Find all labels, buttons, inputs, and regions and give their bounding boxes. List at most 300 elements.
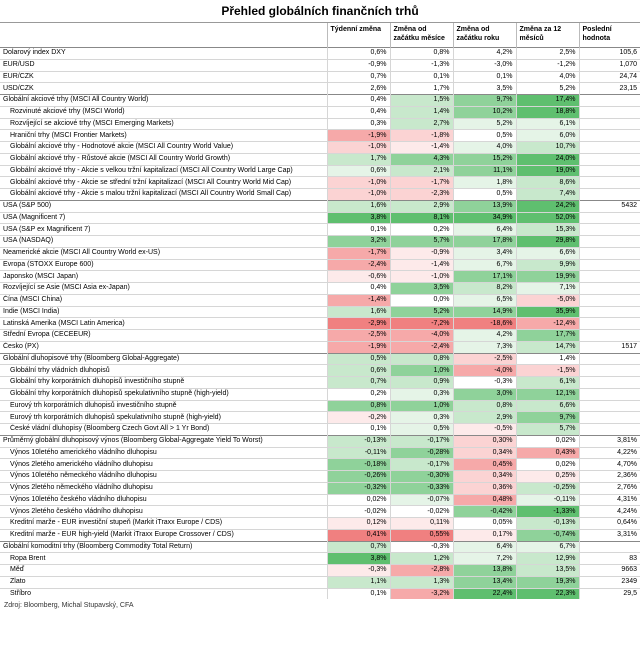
last-value-cell <box>579 294 640 306</box>
change-cell: -1,7% <box>390 177 453 189</box>
last-value-cell: 4,22% <box>579 447 640 459</box>
header-last-value: Poslední hodnota <box>579 23 640 48</box>
last-value-cell <box>579 224 640 236</box>
change-cell: 35,9% <box>516 306 579 318</box>
row-label: Výnos 2letého německého vládního dluhopisu <box>0 482 327 494</box>
change-cell: 0,1% <box>453 71 516 83</box>
change-cell: 1,7% <box>390 83 453 95</box>
change-cell: -0,26% <box>327 471 390 483</box>
last-value-cell <box>579 412 640 424</box>
row-label: Zlato <box>0 576 327 588</box>
table-row <box>0 459 640 471</box>
change-cell: -1,0% <box>327 189 390 201</box>
change-cell: 2,1% <box>390 165 453 177</box>
row-label: Neamerické akcie (MSCI All Country World ex-US) <box>0 247 327 259</box>
last-value-cell: 2,36% <box>579 471 640 483</box>
table-row <box>0 177 640 189</box>
change-cell: 3,8% <box>327 212 390 224</box>
change-cell: 6,4% <box>453 541 516 553</box>
change-cell: 0,7% <box>327 71 390 83</box>
change-cell: -1,2% <box>516 59 579 71</box>
change-cell: 11,1% <box>453 165 516 177</box>
change-cell: 0,2% <box>327 388 390 400</box>
change-cell: -0,9% <box>327 59 390 71</box>
table-row <box>0 106 640 118</box>
change-cell: -0,42% <box>453 506 516 518</box>
change-cell: 0,6% <box>327 165 390 177</box>
table-row <box>0 529 640 541</box>
change-cell: -1,0% <box>327 177 390 189</box>
change-cell: 0,55% <box>390 529 453 541</box>
table-row <box>0 400 640 412</box>
change-cell: 7,2% <box>453 553 516 565</box>
change-cell: 5,2% <box>453 118 516 130</box>
change-cell: -0,3% <box>327 565 390 577</box>
row-label: Výnos 10letého amerického vládního dluhopisu <box>0 447 327 459</box>
change-cell: 14,7% <box>516 341 579 353</box>
row-label: České vládní dluhopisy (Bloomberg Czech Govt All > 1 Yr Bond) <box>0 424 327 436</box>
last-value-cell: 2,76% <box>579 482 640 494</box>
change-cell: 6,6% <box>516 247 579 259</box>
row-label: Eurový trh korporátních dluhopisů investičního stupně <box>0 400 327 412</box>
change-cell: 17,4% <box>516 95 579 107</box>
last-value-cell <box>579 306 640 318</box>
change-cell: 0,36% <box>453 482 516 494</box>
change-cell: -1,5% <box>516 365 579 377</box>
change-cell: 0,34% <box>453 471 516 483</box>
change-cell: 0,1% <box>390 71 453 83</box>
table-row <box>0 118 640 130</box>
change-cell: 0,3% <box>390 412 453 424</box>
change-cell: 2,9% <box>390 200 453 212</box>
row-label: Indie (MSCI India) <box>0 306 327 318</box>
change-cell: 24,2% <box>516 200 579 212</box>
change-cell: 13,8% <box>453 565 516 577</box>
table-row <box>0 200 640 212</box>
table-row <box>0 447 640 459</box>
table-row <box>0 471 640 483</box>
change-cell: 0,8% <box>453 400 516 412</box>
table-header-row <box>0 23 640 48</box>
last-value-cell: 23,15 <box>579 83 640 95</box>
change-cell: 29,8% <box>516 236 579 248</box>
table-row <box>0 95 640 107</box>
change-cell: 0,8% <box>390 353 453 365</box>
change-cell: 24,0% <box>516 153 579 165</box>
row-label: USD/CZK <box>0 83 327 95</box>
change-cell: 0,1% <box>327 224 390 236</box>
row-label: Měď <box>0 565 327 577</box>
change-cell: 0,12% <box>327 518 390 530</box>
change-cell: 12,1% <box>516 388 579 400</box>
last-value-cell <box>579 165 640 177</box>
change-cell: 0,41% <box>327 529 390 541</box>
change-cell: 0,34% <box>453 447 516 459</box>
last-value-cell <box>579 259 640 271</box>
table-row <box>0 494 640 506</box>
change-cell: 7,3% <box>453 341 516 353</box>
table-row <box>0 247 640 259</box>
last-value-cell <box>579 541 640 553</box>
change-cell: 0,8% <box>327 400 390 412</box>
change-cell: -1,9% <box>327 341 390 353</box>
change-cell: 2,7% <box>390 118 453 130</box>
row-label: Rozvíjející se akciové trhy (MSCI Emerging Markets) <box>0 118 327 130</box>
row-label: Globální akciové trhy - Akcie s malou tržní kapitalizací (MSCI All Country World Small Cap) <box>0 189 327 201</box>
change-cell: -0,17% <box>390 459 453 471</box>
change-cell: 6,6% <box>516 400 579 412</box>
row-label: Průměrný globální dluhopisový výnos (Bloomberg Global-Aggregate Yield To Worst) <box>0 435 327 447</box>
change-cell: 4,0% <box>453 142 516 154</box>
change-cell: -4,0% <box>390 330 453 342</box>
change-cell: 6,7% <box>516 541 579 553</box>
change-cell: -1,7% <box>327 247 390 259</box>
change-cell: 3,2% <box>327 236 390 248</box>
table-row <box>0 553 640 565</box>
row-label: Hraniční trhy (MSCI Frontier Markets) <box>0 130 327 142</box>
last-value-cell <box>579 424 640 436</box>
change-cell: -3,0% <box>453 59 516 71</box>
row-label: Kreditní marže - EUR investiční stupeň (Markit iTraxx Europe / CDS) <box>0 518 327 530</box>
change-cell: 6,4% <box>453 224 516 236</box>
table-row <box>0 588 640 599</box>
row-label: Stříbro <box>0 588 327 599</box>
table-row <box>0 576 640 588</box>
change-cell: 5,2% <box>390 306 453 318</box>
table-row <box>0 71 640 83</box>
change-cell: 0,5% <box>327 353 390 365</box>
change-cell: 15,2% <box>453 153 516 165</box>
change-cell: -1,0% <box>390 271 453 283</box>
table-row <box>0 318 640 330</box>
change-cell: 0,6% <box>327 48 390 60</box>
table-row <box>0 294 640 306</box>
change-cell: -0,13% <box>516 518 579 530</box>
last-value-cell <box>579 318 640 330</box>
table-row <box>0 83 640 95</box>
change-cell: -2,4% <box>327 259 390 271</box>
change-cell: 9,7% <box>453 95 516 107</box>
row-label: Globální akciové trhy (MSCI All Country World) <box>0 95 327 107</box>
last-value-cell <box>579 118 640 130</box>
change-cell: -2,3% <box>390 189 453 201</box>
change-cell: 0,1% <box>327 588 390 599</box>
change-cell: 3,4% <box>453 247 516 259</box>
change-cell: 10,2% <box>453 106 516 118</box>
change-cell: -0,18% <box>327 459 390 471</box>
last-value-cell: 29,5 <box>579 588 640 599</box>
last-value-cell <box>579 153 640 165</box>
table-row <box>0 412 640 424</box>
table-row <box>0 236 640 248</box>
change-cell: -0,25% <box>516 482 579 494</box>
table-row <box>0 259 640 271</box>
change-cell: 22,4% <box>453 588 516 599</box>
last-value-cell <box>579 177 640 189</box>
last-value-cell <box>579 247 640 259</box>
change-cell: 7,1% <box>516 283 579 295</box>
row-label: Česko (PX) <box>0 341 327 353</box>
change-cell: 7,4% <box>516 189 579 201</box>
last-value-cell <box>579 212 640 224</box>
change-cell: 13,4% <box>453 576 516 588</box>
change-cell: 19,3% <box>516 576 579 588</box>
change-cell: -0,02% <box>327 506 390 518</box>
table-row <box>0 224 640 236</box>
change-cell: 1,5% <box>390 95 453 107</box>
table-row <box>0 377 640 389</box>
table-row <box>0 482 640 494</box>
header-mtd-change: Změna od začátku měsíce <box>390 23 453 48</box>
change-cell: 10,7% <box>516 142 579 154</box>
change-cell: 14,9% <box>453 306 516 318</box>
change-cell: 9,7% <box>516 412 579 424</box>
last-value-cell <box>579 130 640 142</box>
change-cell: 0,45% <box>453 459 516 471</box>
change-cell: 2,9% <box>453 412 516 424</box>
change-cell: -0,74% <box>516 529 579 541</box>
table-row <box>0 212 640 224</box>
row-label: Čína (MSCI China) <box>0 294 327 306</box>
last-value-cell: 3,81% <box>579 435 640 447</box>
last-value-cell: 9663 <box>579 565 640 577</box>
change-cell: 2,6% <box>327 83 390 95</box>
change-cell: 1,4% <box>516 353 579 365</box>
change-cell: 8,1% <box>390 212 453 224</box>
change-cell: 12,9% <box>516 553 579 565</box>
header-12m-change: Změna za 12 měsíců <box>516 23 579 48</box>
change-cell: 0,3% <box>390 388 453 400</box>
row-label: Evropa (STOXX Europe 600) <box>0 259 327 271</box>
change-cell: 1,3% <box>390 576 453 588</box>
row-label: Globální trhy korporátních dluhopisů spekulativního stupně (high-yield) <box>0 388 327 400</box>
change-cell: 19,9% <box>516 271 579 283</box>
change-cell: 0,8% <box>390 48 453 60</box>
change-cell: -0,02% <box>390 506 453 518</box>
table-row <box>0 59 640 71</box>
last-value-cell <box>579 106 640 118</box>
change-cell: -4,0% <box>453 365 516 377</box>
change-cell: 17,1% <box>453 271 516 283</box>
change-cell: -1,9% <box>327 130 390 142</box>
header-weekly-change: Týdenní změna <box>327 23 390 48</box>
row-label: Rozvinuté akciové trhy (MSCI World) <box>0 106 327 118</box>
change-cell: 5,2% <box>516 83 579 95</box>
page-title: Přehled globálních finančních trhů <box>0 0 640 23</box>
change-cell: 1,0% <box>390 400 453 412</box>
change-cell: 0,4% <box>327 106 390 118</box>
last-value-cell: 3,31% <box>579 529 640 541</box>
last-value-cell: 2349 <box>579 576 640 588</box>
change-cell: 0,4% <box>327 95 390 107</box>
table-row <box>0 130 640 142</box>
table-row <box>0 48 640 60</box>
last-value-cell <box>579 142 640 154</box>
change-cell: 4,3% <box>390 153 453 165</box>
last-value-cell: 4,31% <box>579 494 640 506</box>
row-label: Globální akciové trhy - Růstové akcie (MSCI All Country World Growth) <box>0 153 327 165</box>
change-cell: -0,9% <box>390 247 453 259</box>
change-cell: 5,7% <box>390 236 453 248</box>
change-cell: 18,8% <box>516 106 579 118</box>
table-row <box>0 330 640 342</box>
change-cell: 0,9% <box>390 377 453 389</box>
last-value-cell <box>579 365 640 377</box>
last-value-cell <box>579 236 640 248</box>
last-value-cell <box>579 271 640 283</box>
row-label: USA (NASDAQ) <box>0 236 327 248</box>
change-cell: 17,7% <box>516 330 579 342</box>
change-cell: -7,2% <box>390 318 453 330</box>
row-label: Výnos 10letého německého vládního dluhopisu <box>0 471 327 483</box>
row-label: Dolarový index DXY <box>0 48 327 60</box>
change-cell: -2,4% <box>390 341 453 353</box>
change-cell: 0,1% <box>327 424 390 436</box>
row-label: Rozvíjející se Asie (MSCI Asia ex-Japan) <box>0 283 327 295</box>
row-label: Globální trhy vládních dluhopisů <box>0 365 327 377</box>
last-value-cell: 24,74 <box>579 71 640 83</box>
change-cell: -0,28% <box>390 447 453 459</box>
table-row <box>0 353 640 365</box>
last-value-cell <box>579 95 640 107</box>
table-row <box>0 388 640 400</box>
change-cell: -0,30% <box>390 471 453 483</box>
change-cell: 6,1% <box>516 377 579 389</box>
change-cell: 0,11% <box>390 518 453 530</box>
table-row <box>0 165 640 177</box>
change-cell: -2,5% <box>453 353 516 365</box>
change-cell: 1,6% <box>327 306 390 318</box>
last-value-cell: 4,24% <box>579 506 640 518</box>
change-cell: 0,48% <box>453 494 516 506</box>
change-cell: -1,33% <box>516 506 579 518</box>
change-cell: 6,0% <box>516 130 579 142</box>
row-label: USA (S&P 500) <box>0 200 327 212</box>
change-cell: 1,6% <box>327 200 390 212</box>
change-cell: -0,13% <box>327 435 390 447</box>
change-cell: 3,0% <box>453 388 516 400</box>
change-cell: 5,7% <box>516 424 579 436</box>
change-cell: 9,9% <box>516 259 579 271</box>
last-value-cell: 1,070 <box>579 59 640 71</box>
row-label: Japonsko (MSCI Japan) <box>0 271 327 283</box>
change-cell: 3,5% <box>453 83 516 95</box>
row-label: EUR/CZK <box>0 71 327 83</box>
change-cell: 8,2% <box>453 283 516 295</box>
change-cell: 0,43% <box>516 447 579 459</box>
change-cell: 0,7% <box>327 377 390 389</box>
change-cell: -1,4% <box>390 142 453 154</box>
change-cell: -0,32% <box>327 482 390 494</box>
change-cell: 3,8% <box>327 553 390 565</box>
row-label: USA (S&P ex Magnificent 7) <box>0 224 327 236</box>
table-row <box>0 518 640 530</box>
change-cell: 0,0% <box>390 294 453 306</box>
table-row <box>0 435 640 447</box>
table-row <box>0 424 640 436</box>
change-cell: 1,1% <box>327 576 390 588</box>
change-cell: -18,6% <box>453 318 516 330</box>
change-cell: 0,25% <box>516 471 579 483</box>
last-value-cell: 0,64% <box>579 518 640 530</box>
row-label: USA (Magnificent 7) <box>0 212 327 224</box>
last-value-cell: 4,70% <box>579 459 640 471</box>
markets-table <box>0 23 640 599</box>
table-row <box>0 283 640 295</box>
change-cell: -2,9% <box>327 318 390 330</box>
change-cell: 13,5% <box>516 565 579 577</box>
change-cell: -0,07% <box>390 494 453 506</box>
change-cell: 1,2% <box>390 553 453 565</box>
row-label: Výnos 10letého českého vládního dluhopisu <box>0 494 327 506</box>
change-cell: 0,17% <box>453 529 516 541</box>
source-note: Zdroj: Bloomberg, Michal Stupavský, CFA <box>4 602 134 610</box>
last-value-cell <box>579 353 640 365</box>
table-row <box>0 341 640 353</box>
change-cell: 8,6% <box>516 177 579 189</box>
row-label: Ropa Brent <box>0 553 327 565</box>
table-row <box>0 271 640 283</box>
change-cell: -0,5% <box>453 424 516 436</box>
change-cell: 6,1% <box>516 118 579 130</box>
change-cell: 1,4% <box>390 106 453 118</box>
change-cell: -12,4% <box>516 318 579 330</box>
change-cell: 4,2% <box>453 330 516 342</box>
last-value-cell <box>579 388 640 400</box>
change-cell: 0,5% <box>390 424 453 436</box>
change-cell: 0,02% <box>516 435 579 447</box>
row-label: Globální dluhopisové trhy (Bloomberg Global-Aggregate) <box>0 353 327 365</box>
row-label: Globální akciové trhy - Akcie se střední tržní kapitalizací (MSCI All Country World Mid Cap) <box>0 177 327 189</box>
last-value-cell: 83 <box>579 553 640 565</box>
change-cell: -0,11% <box>327 447 390 459</box>
last-value-cell: 5432 <box>579 200 640 212</box>
row-label: Kreditní marže - EUR high-yield (Markit iTraxx Europe Crossover / CDS) <box>0 529 327 541</box>
row-label: Eurový trh korporátních dluhopisů spekulativního stupně (high-yield) <box>0 412 327 424</box>
change-cell: 0,6% <box>327 365 390 377</box>
change-cell: -2,8% <box>390 565 453 577</box>
header-ytd-change: Změna od začátku roku <box>453 23 516 48</box>
change-cell: 22,3% <box>516 588 579 599</box>
table-row <box>0 365 640 377</box>
table-row <box>0 153 640 165</box>
change-cell: -0,3% <box>390 541 453 553</box>
table-row <box>0 506 640 518</box>
row-label: Globální trhy korporátních dluhopisů investičního stupně <box>0 377 327 389</box>
last-value-cell <box>579 377 640 389</box>
change-cell: 0,2% <box>390 224 453 236</box>
change-cell: -1,8% <box>390 130 453 142</box>
table-row <box>0 189 640 201</box>
change-cell: 6,7% <box>453 259 516 271</box>
row-label: Výnos 2letého českého vládního dluhopisu <box>0 506 327 518</box>
row-label: Globální akciové trhy - Hodnotové akcie (MSCI All Country World Value) <box>0 142 327 154</box>
table-row <box>0 142 640 154</box>
change-cell: 4,2% <box>453 48 516 60</box>
last-value-cell: 105,6 <box>579 48 640 60</box>
change-cell: 13,9% <box>453 200 516 212</box>
header-instrument <box>0 23 327 48</box>
change-cell: -1,3% <box>390 59 453 71</box>
change-cell: -0,17% <box>390 435 453 447</box>
row-label: Střední Evropa (CECEEUR) <box>0 330 327 342</box>
change-cell: -3,2% <box>390 588 453 599</box>
row-label: EUR/USD <box>0 59 327 71</box>
row-label: Globální akciové trhy - Akcie s velkou tržní kapitalizací (MSCI All Country World Large Cap) <box>0 165 327 177</box>
change-cell: 19,0% <box>516 165 579 177</box>
change-cell: -0,11% <box>516 494 579 506</box>
change-cell: 1,0% <box>390 365 453 377</box>
